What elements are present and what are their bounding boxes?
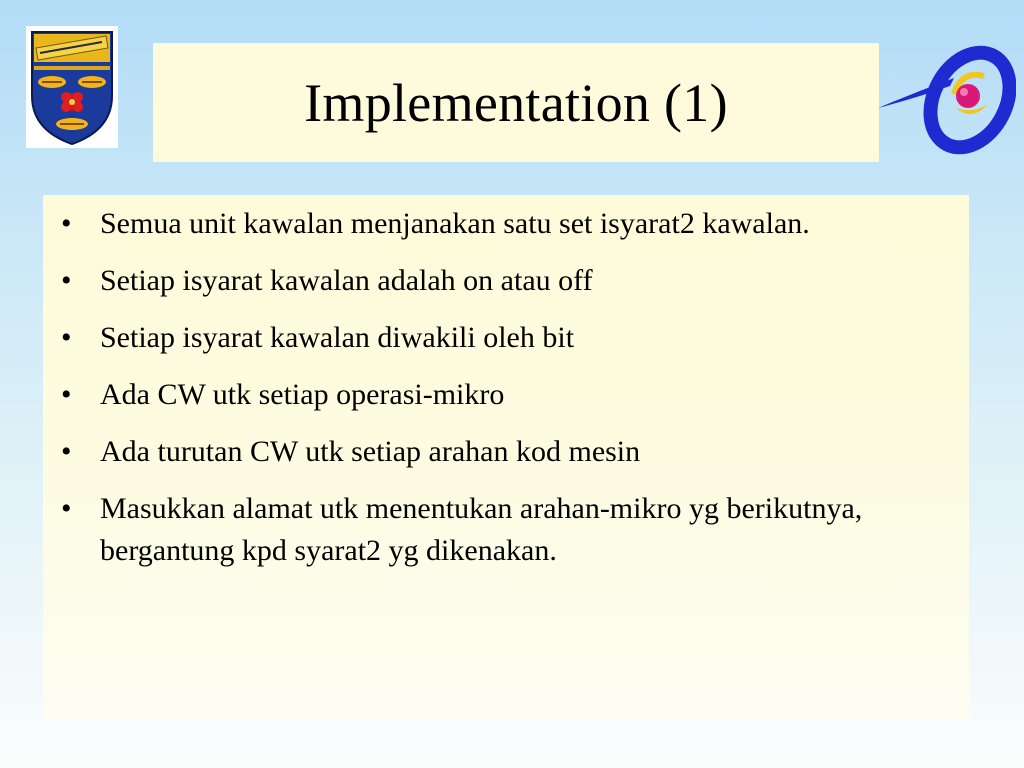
bullet-icon: • xyxy=(61,264,72,297)
bullet-text: Masukkan alamat utk menentukan arahan-mikro yg berikutnya, bergantung kpd syarat2 yg dikenakan. xyxy=(100,492,863,567)
university-crest-icon xyxy=(26,26,118,148)
bullet-text: Ada turutan CW utk setiap arahan kod mesin xyxy=(100,435,641,468)
slide-title: Implementation (1) xyxy=(304,72,728,133)
bullet-icon: • xyxy=(61,321,72,354)
bullet-text: Semua unit kawalan menjanakan satu set isyarat2 kawalan. xyxy=(100,207,810,240)
bullet-icon: • xyxy=(61,435,72,468)
bullet-list xyxy=(43,195,969,572)
bullet-icon: • xyxy=(61,378,72,411)
content-box xyxy=(43,195,969,720)
bullet-text: Ada CW utk setiap operasi-mikro xyxy=(100,378,505,411)
orbit-swirl-logo-icon xyxy=(876,30,1016,158)
bullet-item xyxy=(55,260,949,302)
bullet-text: Setiap isyarat kawalan adalah on atau off xyxy=(100,264,593,297)
bullet-text: Setiap isyarat kawalan diwakili oleh bit xyxy=(100,321,575,354)
bullet-item xyxy=(55,374,949,416)
title-box xyxy=(153,43,879,162)
bullet-item xyxy=(55,203,949,245)
bullet-item xyxy=(55,488,949,572)
bullet-icon: • xyxy=(61,492,72,525)
bullet-icon: • xyxy=(61,207,72,240)
bullet-item xyxy=(55,431,949,473)
bullet-item xyxy=(55,317,949,359)
